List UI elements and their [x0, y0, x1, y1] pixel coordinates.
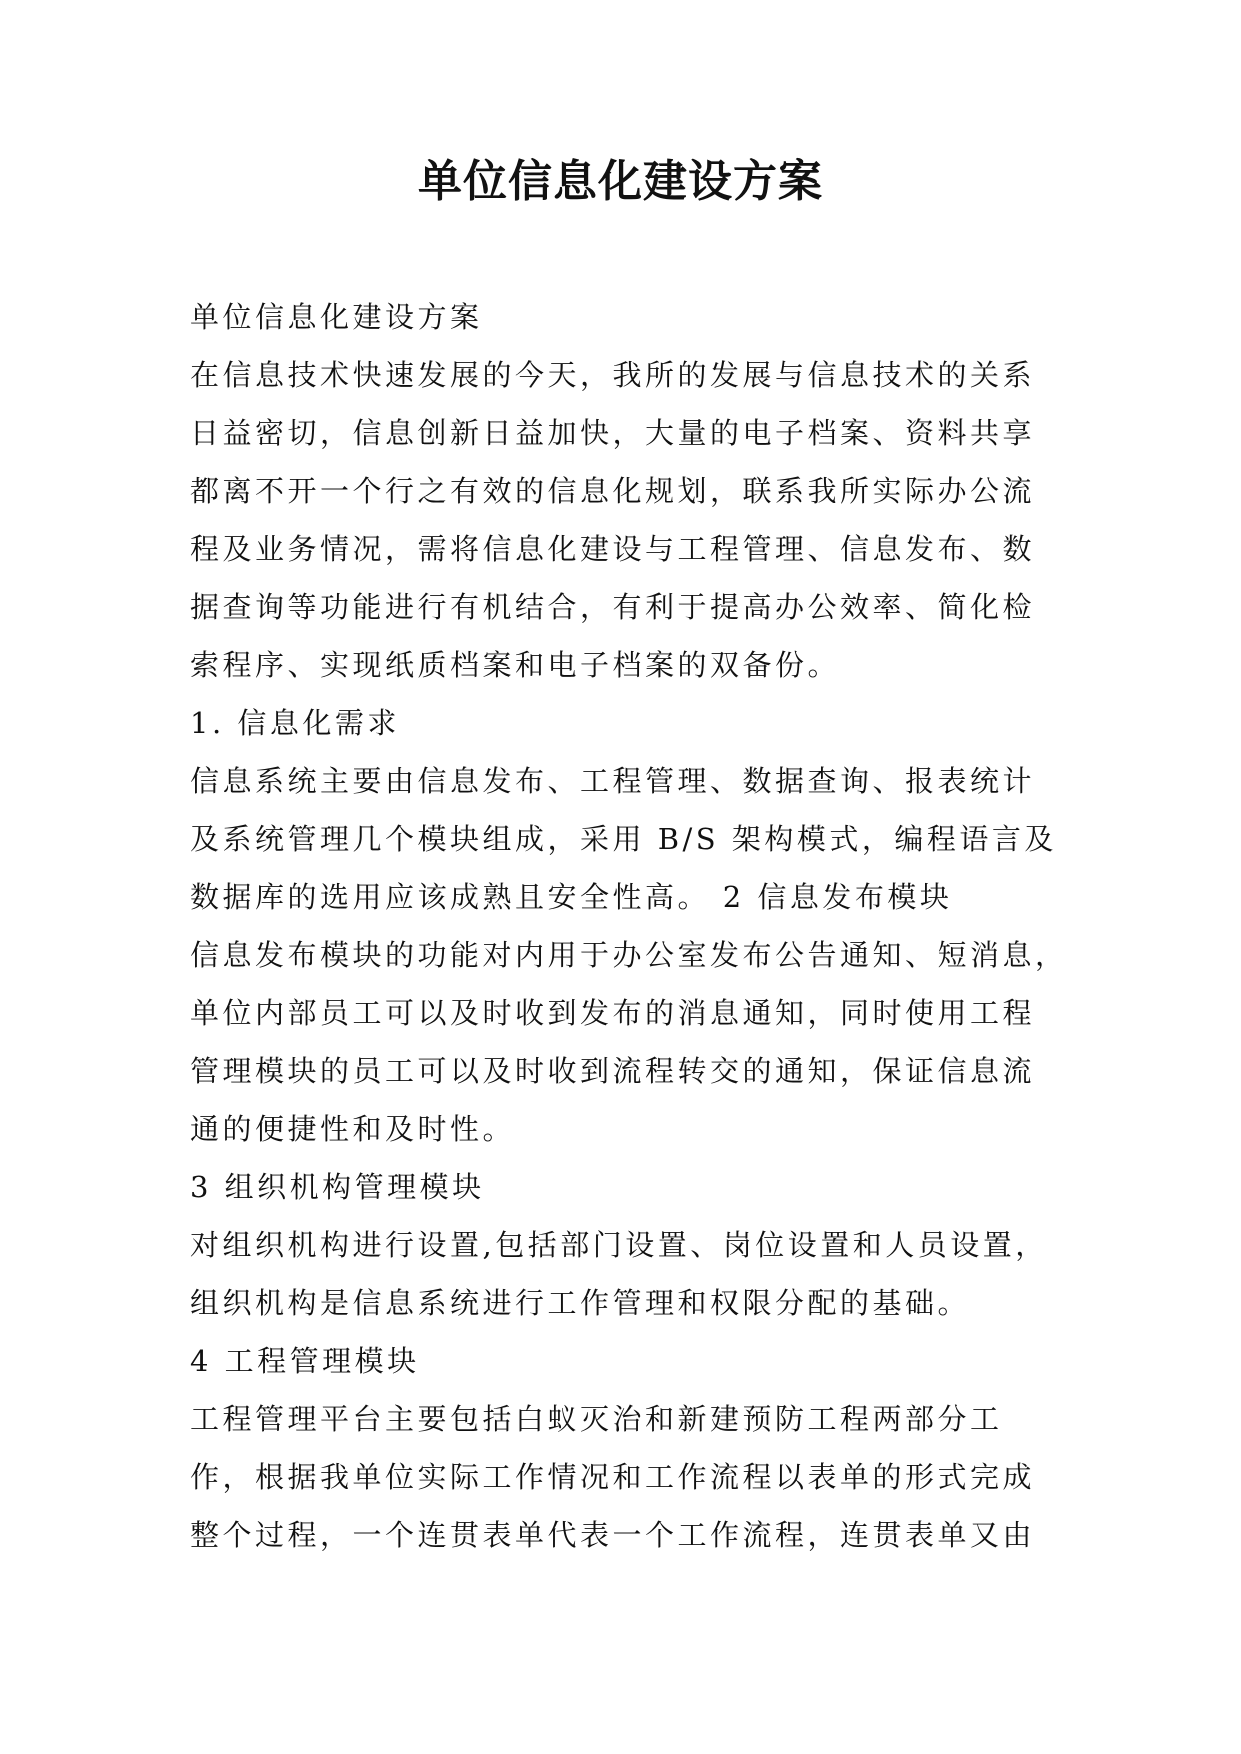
text-line: 据查询等功能进行有机结合，有利于提高办公效率、简化检: [190, 590, 1036, 624]
section-heading: 3 组织机构管理模块: [190, 1170, 485, 1204]
text-line: 管理模块的员工可以及时收到流程转交的通知，保证信息流: [190, 1054, 1036, 1088]
text-line: 单位信息化建设方案: [190, 300, 483, 334]
document-body: [190, 288, 1070, 1564]
text-line: 作，根据我单位实际工作情况和工作流程以表单的形式完成: [190, 1460, 1036, 1494]
text-line: 及系统管理几个模块组成，采用 B/S 架构模式，编程语言及: [190, 822, 1057, 856]
text-line: 信息系统主要由信息发布、工程管理、数据查询、报表统计: [190, 764, 1036, 798]
text-line: 对组织机构进行设置,包括部门设置、岗位设置和人员设置，: [190, 1228, 1048, 1262]
text-line: 程及业务情况，需将信息化建设与工程管理、信息发布、数: [190, 532, 1036, 566]
section-heading: 1. 信息化需求: [190, 706, 400, 740]
text-line: 通的便捷性和及时性。: [190, 1112, 516, 1146]
text-line: 整个过程，一个连贯表单代表一个工作流程，连贯表单又由: [190, 1518, 1036, 1552]
text-line: 信息发布模块的功能对内用于办公室发布公告通知、短消息，: [190, 938, 1068, 972]
text-line: 日益密切，信息创新日益加快，大量的电子档案、资料共享: [190, 416, 1036, 450]
text-line: 都离不开一个行之有效的信息化规划，联系我所实际办公流: [190, 474, 1036, 508]
text-line: 单位内部员工可以及时收到发布的消息通知，同时使用工程: [190, 996, 1036, 1030]
text-line: 在信息技术快速发展的今天，我所的发展与信息技术的关系: [190, 358, 1036, 392]
text-line: 组织机构是信息系统进行工作管理和权限分配的基础。: [190, 1286, 971, 1320]
document-title: 单位信息化建设方案: [418, 156, 823, 207]
text-line: 索程序、实现纸质档案和电子档案的双备份。: [190, 648, 841, 682]
text-line: 数据库的选用应该成熟且安全性高。 2 信息发布模块: [190, 880, 953, 914]
text-line: 工程管理平台主要包括白蚁灭治和新建预防工程两部分工: [190, 1402, 1003, 1436]
section-heading: 4 工程管理模块: [190, 1344, 420, 1378]
